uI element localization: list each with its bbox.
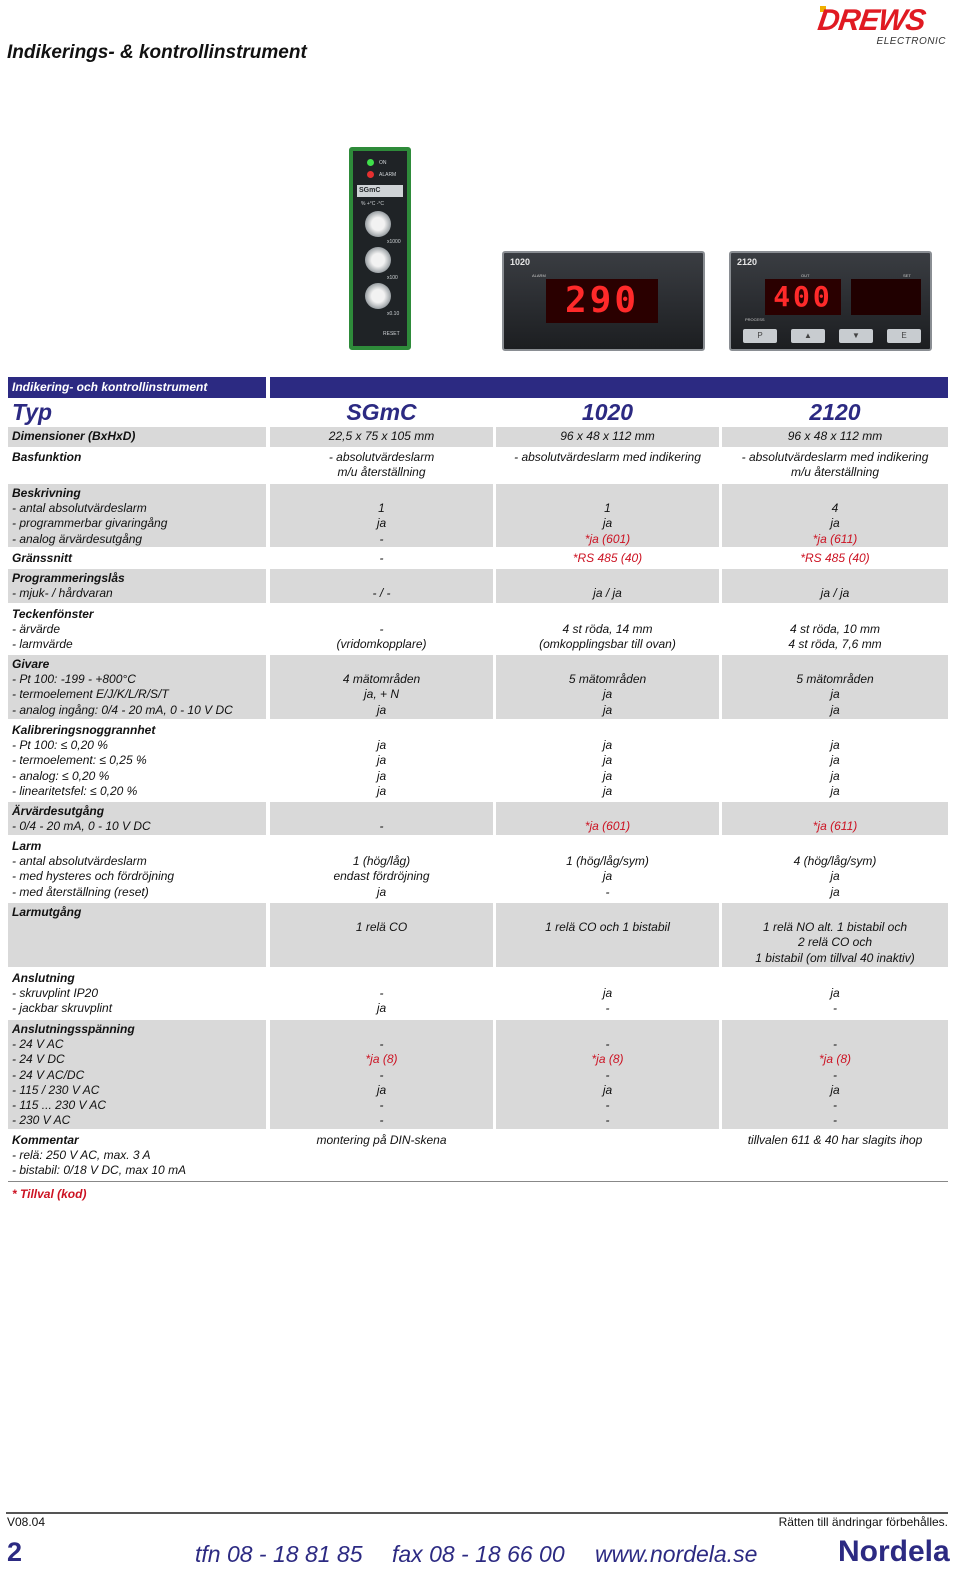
row-heading: Anslutning: [12, 971, 75, 985]
cell-value: 96 x 48 x 112 mm: [560, 429, 655, 443]
cell-value: 4 st röda, 7,6 mm: [788, 637, 882, 652]
cell-value: 4 st röda, 14 mm: [562, 622, 653, 637]
knob-icon: [365, 283, 391, 309]
row-sublabel: - 230 V AC: [12, 1113, 71, 1128]
table-row: [8, 1020, 948, 1129]
row-value-cell: [722, 802, 948, 835]
set-label: SET: [903, 273, 911, 278]
nordela-brand: Nordela: [838, 1535, 950, 1568]
row-value-cell: [722, 549, 948, 567]
cell-value: *ja (611): [812, 531, 858, 546]
page-title: Indikerings- & kontrollinstrument: [7, 42, 307, 63]
cell-value: -: [605, 1037, 610, 1052]
cell-value: 5 mätområden: [568, 672, 647, 687]
cell-value: ja: [376, 768, 387, 783]
row-heading: Larm: [12, 839, 42, 853]
row-sublabel: - mjuk- / hårdvaran: [12, 586, 113, 601]
e-button-icon: E: [887, 329, 921, 343]
row-heading: Basfunktion: [12, 450, 82, 464]
cell-value: [270, 657, 493, 672]
cell-value: ja: [830, 783, 840, 798]
cell-value: -: [833, 1001, 837, 1016]
cell-value: (omkopplingsbar till ovan): [539, 637, 676, 652]
row-heading: Dimensioner (BxHxD): [12, 429, 136, 443]
cell-value: 1 relä CO: [355, 920, 408, 935]
col-2120: 2120: [809, 399, 861, 425]
down-arrow-icon: ▼: [839, 329, 873, 343]
cell-value: ja: [376, 884, 387, 899]
cell-value: ja: [830, 869, 840, 884]
row-value-cell: [496, 1131, 719, 1183]
cell-value: ja: [376, 753, 387, 768]
cell-value: [496, 1133, 719, 1148]
cell-value: ja: [830, 768, 840, 783]
row-heading: Ärvärdesutgång: [12, 804, 105, 818]
col-sgmc: SGmC: [346, 399, 417, 425]
rights-label: Rätten till ändringar förbehålles.: [778, 1515, 948, 1529]
row-value-cell: [722, 484, 948, 547]
row-sublabel: - 115 / 230 V AC: [12, 1082, 100, 1097]
cell-value: [496, 723, 719, 738]
cell-value: *ja (601): [584, 819, 631, 834]
cell-value: 4 mätområden: [342, 672, 421, 687]
row-sublabel: - linearitetsfel: ≤ 0,20 %: [12, 783, 138, 798]
row-sublabel: - bistabil: 0/18 V DC, max 10 mA: [12, 1163, 187, 1178]
row-heading: Kalibreringsnoggrannhet: [12, 723, 156, 737]
cell-value: [496, 486, 719, 501]
cell-value: ja: [830, 753, 840, 768]
row-value-cell: [496, 605, 719, 653]
cell-value: -: [379, 1037, 384, 1052]
sgmc-scale: % +°C -°C: [361, 201, 385, 207]
row-sublabel: - 24 V AC: [12, 1037, 64, 1052]
cell-value: 4 st röda, 10 mm: [789, 622, 881, 637]
row-heading: Programmeringslås: [12, 571, 125, 585]
cell-value: -: [833, 1113, 837, 1128]
cell-value: -: [605, 1001, 610, 1016]
cell-value: ja: [602, 986, 613, 1001]
cell-value: *RS 485 (40): [800, 551, 870, 565]
row-value-cell: [496, 837, 719, 901]
row-sublabel: - analog ingång: 0/4 - 20 mA, 0 - 10 V DC: [12, 702, 233, 717]
col-1020: 1020: [581, 399, 634, 425]
row-sublabel: - med återställning (reset): [12, 884, 149, 899]
cell-value: -: [605, 884, 610, 899]
footer-rule: [6, 1512, 948, 1514]
cell-value: ja: [376, 702, 387, 717]
cell-value: *ja (8): [818, 1052, 851, 1067]
cell-value: -: [379, 551, 384, 565]
table-row: [8, 605, 948, 653]
row-value-cell: [270, 655, 493, 719]
led-on-icon: [367, 159, 374, 166]
cell-value: ja: [830, 702, 840, 717]
row-value-cell: [270, 969, 493, 1018]
row-heading: Teckenfönster: [12, 607, 94, 621]
cell-value: -: [379, 622, 384, 637]
cell-value: [722, 905, 948, 920]
device-2120-image: [729, 251, 932, 351]
cell-value: ja: [602, 768, 613, 783]
cell-value: ja: [830, 1082, 840, 1097]
row-value-cell: [270, 802, 493, 835]
cell-value: ja: [830, 516, 840, 531]
row-value-cell: [270, 837, 493, 901]
row-value-cell: [496, 903, 719, 967]
device-display: 400: [765, 279, 841, 315]
row-sublabel: - 24 V AC/DC: [12, 1067, 85, 1082]
device-set-display: [851, 279, 921, 315]
row-value-cell: [722, 569, 948, 603]
cell-value: *ja (8): [365, 1052, 398, 1067]
row-value-cell: [722, 655, 948, 719]
row-value-cell: [496, 1020, 719, 1129]
out-label: OUT: [801, 273, 810, 278]
row-value-cell: [496, 448, 719, 482]
row-value-cell: [496, 721, 719, 800]
cell-value: [270, 1022, 493, 1037]
cell-value: m/u återställning: [790, 465, 880, 480]
row-sublabel: - larmvärde: [12, 637, 73, 652]
row-sublabel: - antal absolutvärdeslarm: [12, 501, 147, 516]
row-heading: Anslutningsspänning: [12, 1022, 135, 1036]
fax-label: fax 08 - 18 66 00: [392, 1541, 565, 1567]
cell-value: -: [379, 986, 384, 1001]
row-label-cell: [8, 837, 266, 901]
row-label-cell: [8, 655, 266, 719]
cell-value: [270, 905, 493, 920]
cell-value: endast fördröjning: [333, 869, 430, 884]
row-value-cell: [270, 448, 493, 482]
cell-value: ja: [830, 986, 840, 1001]
cell-value: - absolutvärdeslarm med indikering: [741, 450, 929, 464]
row-value-cell: [722, 837, 948, 901]
cell-value: ja: [602, 869, 613, 884]
row-label-cell: [8, 1131, 266, 1183]
cell-value: 1 bistabil (om tillval 40 inaktiv): [755, 950, 915, 965]
device-model-label: 1020: [510, 257, 531, 267]
table-row: [8, 1131, 948, 1183]
row-value-cell: [722, 903, 948, 967]
row-sublabel: - 0/4 - 20 mA, 0 - 10 V DC: [12, 819, 151, 834]
table-row: [8, 549, 948, 567]
row-label-cell: [8, 969, 266, 1018]
cell-value: [270, 971, 493, 986]
cell-value: *ja (8): [591, 1052, 624, 1067]
row-sublabel: - analog: ≤ 0,20 %: [12, 768, 110, 783]
cell-value: 96 x 48 x 112 mm: [787, 429, 883, 443]
table-row: [8, 969, 948, 1018]
row-sublabel: - Pt 100: -199 - +800°C: [12, 672, 136, 687]
cell-value: 5 mätområden: [796, 672, 874, 687]
process-label: PROCESS: [745, 317, 765, 322]
cell-value: ja: [602, 783, 613, 798]
cell-value: (vridomkopplare): [336, 637, 427, 652]
cell-value: ja: [830, 738, 840, 753]
row-value-cell: [270, 721, 493, 800]
cell-value: tillvalen 611 & 40 har slagits ihop: [747, 1133, 923, 1147]
cell-value: ja: [602, 1082, 613, 1097]
row-value-cell: [270, 1131, 493, 1183]
cell-value: [270, 804, 493, 819]
cell-value: 4 (hög/låg/sym): [793, 854, 877, 869]
cell-value: ja / ja: [593, 586, 622, 601]
led-alarm-icon: [367, 171, 374, 178]
cell-value: - / -: [372, 586, 391, 601]
cell-value: [496, 1022, 719, 1037]
cell-value: [270, 486, 493, 501]
row-value-cell: [496, 427, 719, 447]
device-model-label: 2120: [737, 257, 758, 267]
cell-value: ja: [830, 687, 840, 702]
knob-icon: [365, 211, 391, 237]
alarm-label: ALARM: [532, 273, 546, 278]
row-value-cell: [496, 802, 719, 835]
sgmc-brand: SGmC: [357, 185, 403, 197]
p-button-icon: P: [743, 329, 777, 343]
row-label-cell: [8, 1020, 266, 1129]
row-heading: Beskrivning: [12, 486, 81, 500]
sgmc-device-image: [349, 147, 411, 350]
cell-value: -: [379, 1067, 384, 1082]
cell-value: [722, 657, 948, 672]
table-row: [8, 427, 948, 447]
row-value-cell: [270, 1020, 493, 1129]
row-value-cell: [722, 721, 948, 800]
row-heading: Gränssnitt: [12, 551, 73, 565]
row-sublabel: - analog ärvärdesutgång: [12, 531, 143, 546]
row-heading: Larmutgång: [12, 905, 82, 919]
table-row: [8, 802, 948, 835]
cell-value: [270, 571, 493, 586]
cell-value: [722, 571, 948, 586]
cell-value: *ja (601): [584, 531, 631, 546]
row-value-cell: [270, 605, 493, 653]
cell-value: [722, 607, 948, 622]
table-row: [8, 903, 948, 967]
row-value-cell: [722, 448, 948, 482]
cell-value: ja: [376, 738, 387, 753]
table-row: [8, 569, 948, 603]
page-number: 2: [7, 1537, 23, 1567]
cell-value: -: [379, 1113, 384, 1128]
cell-value: [270, 607, 493, 622]
drews-logo: [815, 4, 950, 48]
row-value-cell: [722, 969, 948, 1018]
cell-value: -: [605, 1113, 610, 1128]
cell-value: -: [833, 1098, 837, 1113]
cell-value: ja: [376, 516, 387, 531]
cell-value: ja: [376, 1001, 387, 1016]
cell-value: montering på DIN-skena: [316, 1133, 447, 1147]
led-on-label: ON: [379, 160, 387, 166]
row-value-cell: [270, 484, 493, 547]
website-link[interactable]: www.nordela.se: [595, 1541, 758, 1567]
row-label-cell: [8, 721, 266, 800]
row-label-cell: [8, 549, 266, 567]
cell-value: ja: [830, 884, 840, 899]
row-value-cell: [722, 427, 948, 447]
cell-value: [496, 905, 719, 920]
cell-value: ja, + N: [363, 687, 399, 702]
logo-subtext: ELECTRONIC: [876, 36, 946, 47]
row-sublabel: - antal absolutvärdeslarm: [12, 854, 147, 869]
cell-value: ja: [602, 516, 613, 531]
cell-value: 4: [831, 501, 839, 516]
cell-value: 1 (hög/låg/sym): [566, 854, 649, 869]
row-label-cell: [8, 448, 266, 482]
cell-value: - absolutvärdeslarm med indikering: [514, 450, 701, 464]
cell-value: [722, 1022, 948, 1037]
row-value-cell: [270, 569, 493, 603]
cell-value: [496, 804, 719, 819]
row-value-cell: [722, 605, 948, 653]
cell-value: m/u återställning: [337, 465, 426, 480]
row-sublabel: - skruvplint IP20: [12, 986, 99, 1001]
row-value-cell: [496, 569, 719, 603]
row-sublabel: - med hysteres och fördröjning: [12, 869, 175, 884]
row-sublabel: - jackbar skruvplint: [12, 1001, 113, 1016]
cell-value: 1: [604, 501, 611, 516]
cell-value: [270, 723, 493, 738]
row-label-cell: [8, 427, 266, 447]
cell-value: [722, 723, 948, 738]
table-bottom-rule: [8, 1181, 948, 1182]
typ-label: Typ: [12, 399, 53, 425]
row-label-cell: [8, 484, 266, 547]
table-row: [8, 448, 948, 482]
table-section-header: Indikering- och kontrollinstrument: [8, 377, 266, 398]
logo-text: DREWS: [815, 4, 928, 37]
cell-value: *ja (611): [812, 819, 858, 834]
cell-value: ja: [602, 687, 613, 702]
row-sublabel: [12, 920, 266, 935]
cell-value: ja: [602, 753, 613, 768]
cell-value: ja: [602, 702, 613, 717]
cell-value: 22,5 x 75 x 105 mm: [328, 429, 435, 443]
cell-value: [496, 971, 719, 986]
cell-value: ja: [376, 783, 387, 798]
cell-value: -: [833, 1067, 837, 1082]
row-value-cell: [496, 655, 719, 719]
row-label-cell: [8, 802, 266, 835]
row-sublabel: - relä: 250 V AC, max. 3 A: [12, 1148, 151, 1163]
cell-value: - absolutvärdeslarm: [328, 450, 435, 464]
row-sublabel: - ärvärde: [12, 622, 61, 637]
phone-label: tfn 08 - 18 81 85: [195, 1541, 363, 1567]
row-value-cell: [270, 549, 493, 567]
row-value-cell: [496, 969, 719, 1018]
row-sublabel: - termoelement E/J/K/L/R/S/T: [12, 687, 169, 702]
cell-value: [722, 804, 948, 819]
cell-value: *RS 485 (40): [572, 551, 643, 565]
cell-value: ja / ja: [820, 586, 850, 601]
version-label: V08.04: [7, 1515, 46, 1529]
row-sublabel: - termoelement: ≤ 0,25 %: [12, 753, 147, 768]
row-sublabel: - 24 V DC: [12, 1052, 65, 1067]
row-heading: Givare: [12, 657, 50, 671]
row-label-cell: [8, 569, 266, 603]
cell-value: [270, 839, 493, 854]
table-row: [8, 484, 948, 547]
row-value-cell: [722, 1020, 948, 1129]
cell-value: [496, 657, 719, 672]
cell-value: 2 relä CO och: [797, 935, 873, 950]
reset-label: RESET: [383, 331, 400, 337]
row-label-cell: [8, 903, 266, 967]
row-sublabel: [12, 935, 266, 950]
cell-value: -: [379, 531, 384, 546]
cell-value: 1 (hög/låg): [352, 854, 411, 869]
row-sublabel: - 115 ... 230 V AC: [12, 1098, 107, 1113]
cell-value: [722, 486, 948, 501]
cell-value: ja: [602, 738, 613, 753]
cell-value: ja: [376, 1082, 387, 1097]
table-row: [8, 721, 948, 800]
knob-label: x100: [387, 275, 398, 281]
row-value-cell: [270, 427, 493, 447]
row-sublabel: [12, 951, 266, 966]
knob-label: x1000: [387, 239, 401, 245]
up-arrow-icon: ▲: [791, 329, 825, 343]
row-heading: Kommentar: [12, 1133, 79, 1147]
device-display: 290: [546, 279, 658, 323]
cell-value: 1: [378, 501, 385, 516]
cell-value: [496, 571, 719, 586]
cell-value: 1 relä CO och 1 bistabil: [545, 920, 670, 935]
footnote: * Tillval (kod): [12, 1187, 87, 1201]
led-alarm-label: ALARM: [379, 172, 397, 178]
row-label-cell: [8, 605, 266, 653]
row-sublabel: - Pt 100: ≤ 0,20 %: [12, 738, 108, 753]
cell-value: -: [605, 1098, 610, 1113]
row-value-cell: [722, 1131, 948, 1183]
cell-value: [722, 839, 948, 854]
table-header-bar: [270, 377, 948, 398]
cell-value: -: [379, 819, 384, 834]
cell-value: 1 relä NO alt. 1 bistabil och: [762, 920, 908, 935]
cell-value: -: [379, 1098, 384, 1113]
cell-value: -: [605, 1067, 610, 1082]
cell-value: [722, 971, 948, 986]
knob-icon: [365, 247, 391, 273]
row-value-cell: [496, 549, 719, 567]
cell-value: -: [833, 1037, 837, 1052]
table-row: [8, 837, 948, 901]
table-row: [8, 655, 948, 719]
typ-row: [8, 399, 948, 425]
row-value-cell: [496, 484, 719, 547]
row-value-cell: [270, 903, 493, 967]
device-1020-image: [502, 251, 705, 351]
row-sublabel: - programmerbar givaringång: [12, 516, 168, 531]
knob-label: x0.10: [387, 311, 400, 317]
cell-value: [496, 839, 719, 854]
cell-value: [496, 607, 719, 622]
